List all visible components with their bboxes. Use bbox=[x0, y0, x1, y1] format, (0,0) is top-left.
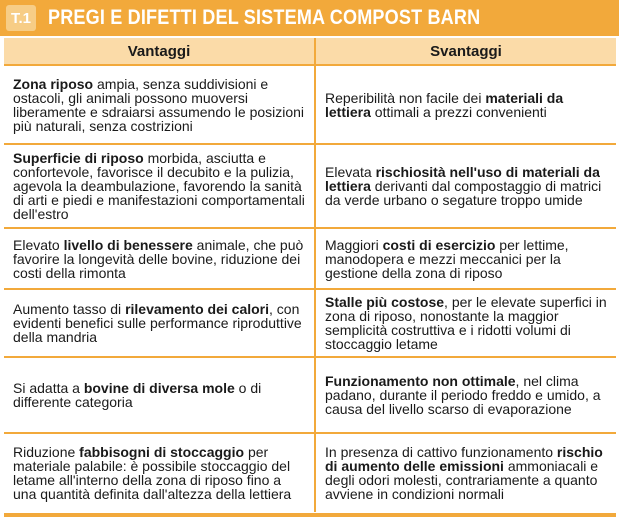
table-title: PREGI E DIFETTI DEL SISTEMA COMPOST BARN bbox=[48, 6, 481, 29]
cell-text: animale, che può favorire la longevità delle bovine, riduzione dei costi della rimonta bbox=[13, 236, 304, 281]
bold-text: Zona riposo bbox=[13, 75, 94, 92]
bold-text: Funzionamento non ottimale bbox=[325, 373, 516, 389]
advantage-cell bbox=[4, 289, 315, 357]
header-svantaggi: Svantaggi bbox=[315, 38, 616, 65]
cell-text: per lettime, manodopera e mezzi meccanici per la gestione della zona di riposo bbox=[325, 236, 569, 281]
bottom-rule bbox=[4, 513, 616, 517]
cell-text: , nel clima padano, durante il periodo freddo e umido, a causa del livello scarso di evaporazione bbox=[325, 373, 601, 417]
bold-text: rilevamento dei calori bbox=[125, 301, 270, 317]
header-vantaggi: Vantaggi bbox=[4, 38, 315, 65]
cell-text: Elevata bbox=[325, 164, 376, 180]
table-row bbox=[4, 357, 616, 433]
cell-text: Elevato bbox=[13, 236, 64, 253]
cell-text: ottimali a prezzi convenienti bbox=[370, 103, 547, 120]
bold-text: Stalle più costose bbox=[325, 294, 445, 310]
comparison-table bbox=[4, 38, 616, 512]
cell-text: morbida, asciutta e confortevole, favorisce il decubito e la pulizia, agevola la deambulazione, favorendo la sanità di arti e piedi e manifestazioni comportamentali dell'estro bbox=[13, 150, 305, 222]
table-row bbox=[4, 65, 616, 144]
table-row bbox=[4, 144, 616, 228]
bold-text: materiali da lettiera bbox=[325, 89, 564, 120]
cell-text: ampia, senza suddivisioni e ostacoli, gli animali possono muoversi liberamente e sdraiarsi assumendo le posizioni più naturali, senza costrizioni bbox=[13, 75, 305, 134]
cell-text: In presenza di cattivo funzionamento bbox=[325, 444, 557, 460]
bold-text: costi di esercizio bbox=[382, 236, 496, 253]
cell-text: , con evidenti benefici sulle performance riproduttive della mandria bbox=[13, 301, 302, 345]
table-row bbox=[4, 228, 616, 289]
cell-text: Aumento tasso di bbox=[13, 301, 126, 317]
cell-text: Riduzione bbox=[13, 444, 80, 460]
table-number-badge: T.1 bbox=[6, 5, 36, 31]
disadvantage-cell bbox=[315, 289, 616, 357]
disadvantage-cell bbox=[315, 433, 616, 512]
cell-text: ammoniacali e degli odori molesti, contrariamente a quanto avviene in condizioni normali bbox=[325, 458, 599, 502]
advantage-cell bbox=[4, 228, 315, 289]
cell-text: Maggiori bbox=[325, 236, 383, 253]
bold-text: rischio di aumento delle emissioni bbox=[325, 444, 603, 474]
cell-text: per materiale palabile: è possibile stoccaggio del letame all'interno della zona di riposo fino a una quantità definita dall'altezza della lettiera bbox=[13, 444, 292, 502]
disadvantage-cell bbox=[315, 65, 616, 144]
advantage-cell bbox=[4, 65, 315, 144]
cell-text: o di differente categoria bbox=[13, 380, 262, 410]
disadvantage-cell bbox=[315, 228, 616, 289]
header-row bbox=[4, 38, 616, 65]
disadvantage-cell bbox=[315, 144, 616, 228]
cell-text: Si adatta a bbox=[13, 380, 84, 396]
advantage-cell bbox=[4, 357, 315, 433]
disadvantage-cell bbox=[315, 357, 616, 433]
bold-text: bovine di diversa mole bbox=[83, 380, 235, 396]
table-row bbox=[4, 289, 616, 357]
advantage-cell bbox=[4, 433, 315, 512]
cell-text: Reperibilità non facile dei bbox=[325, 89, 486, 106]
title-bar bbox=[0, 0, 619, 36]
cell-text: , per le elevate superfici in zona di riposo, nonostante la maggior semplicità costruttiva e i ridotti volumi di stoccaggio letame bbox=[325, 294, 607, 352]
bold-text: fabbisogni di stoccaggio bbox=[79, 444, 245, 460]
advantage-cell bbox=[4, 144, 315, 228]
cell-text: derivanti dal compostaggio di matrici da verde urbano o segature troppo umide bbox=[325, 178, 602, 208]
table-row bbox=[4, 433, 616, 512]
bold-text: rischiosità nell'uso di materiali da lettiera bbox=[325, 164, 600, 194]
bold-text: livello di benessere bbox=[63, 236, 193, 253]
bold-text: Superficie di riposo bbox=[13, 150, 144, 166]
